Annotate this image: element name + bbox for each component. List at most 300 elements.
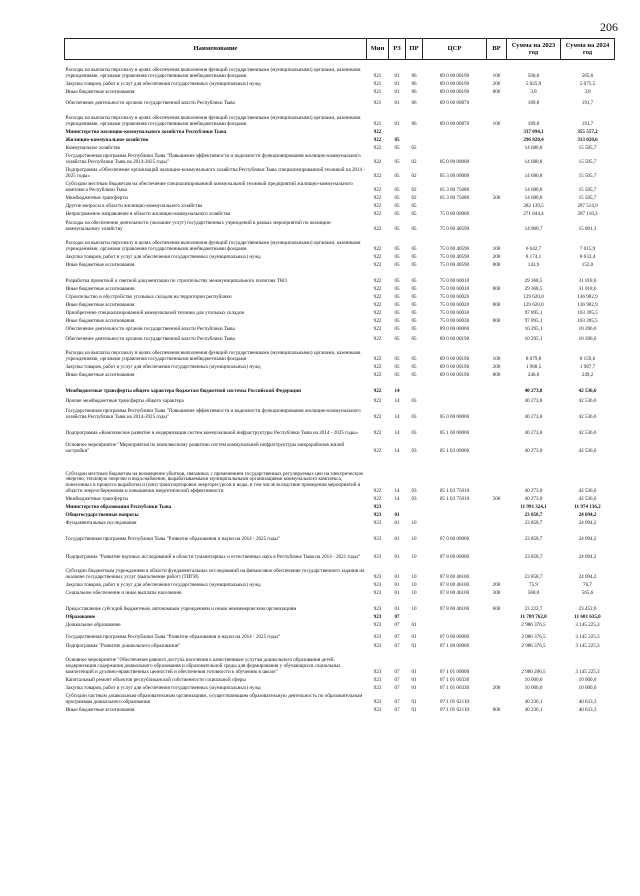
- row-pr: 01: [411, 642, 417, 649]
- row-sum-2023: 2 980 206,5: [521, 668, 546, 675]
- row-sum-2024: 191,7: [581, 99, 594, 106]
- row-sum-2023: 97 895,1: [524, 317, 543, 324]
- row-sum-2023: 11 709 762,0: [520, 613, 547, 620]
- row-sum-2024: 7 015,9: [579, 245, 596, 252]
- row-sum-2023: 40 273,8: [524, 487, 543, 494]
- row-vr: [487, 543, 507, 561]
- table-row: [65, 218, 615, 233]
- row-csr: [423, 503, 487, 511]
- row-csr: [423, 613, 487, 621]
- table-row: [65, 581, 615, 589]
- row-name: Капитальный ремонт объектов республиканской собственности социальной сферы: [65, 676, 246, 683]
- row-csr: 07 8 00 46100: [439, 581, 470, 588]
- table-row: [65, 210, 615, 218]
- row-min: 923: [373, 621, 382, 628]
- row-sum-2024: 287 118,3: [577, 210, 598, 217]
- row-min: 922: [373, 210, 382, 217]
- row-sum-2023: 14 960,7: [524, 225, 543, 232]
- row-sum-2024: 8 633,4: [579, 253, 596, 260]
- row-sum-2023: 2 986 376,5: [521, 621, 546, 628]
- row-vr: [487, 325, 507, 333]
- row-rz: 05: [394, 194, 400, 201]
- table-row: [65, 253, 615, 261]
- row-min: 922: [373, 355, 382, 362]
- row-pr: [406, 503, 423, 511]
- row-vr: [487, 421, 507, 437]
- row-rz: 05: [394, 371, 400, 378]
- row-pr: 01: [411, 684, 417, 691]
- row-sum-2023: 11 991 324,1: [520, 503, 547, 510]
- row-vr: [487, 503, 507, 511]
- table-row: [65, 343, 615, 363]
- row-name: Иные бюджетные ассигнования: [65, 301, 135, 308]
- row-rz: 05: [394, 317, 400, 324]
- row-csr: [423, 519, 487, 527]
- table-row: [65, 641, 615, 650]
- row-csr: 75 0 00 60020: [439, 293, 470, 300]
- row-csr: 05 3 00 00000: [439, 172, 470, 179]
- row-pr: 06: [411, 99, 417, 106]
- row-pr: 05: [411, 277, 417, 284]
- row-min: 923: [373, 511, 382, 518]
- row-min: 922: [373, 277, 382, 284]
- table-row: [65, 613, 615, 621]
- row-name: Подпрограмма "Развитие научных исследований в области гуманитарных и естественных наук в Республике Тыва на 2014 - 2021 годы": [65, 553, 360, 560]
- row-sum-2023: 23 222,7: [524, 605, 543, 612]
- row-min: 922: [373, 194, 382, 201]
- row-csr: 07 1 01 00330: [439, 676, 470, 683]
- row-csr: 75 0 00 60020: [439, 301, 470, 308]
- row-vr: [487, 650, 507, 676]
- row-pr: 03: [411, 429, 417, 436]
- row-rz: 07: [394, 706, 400, 713]
- row-name: Обеспечение деятельности органов государственной власти Республики Тыва: [65, 99, 235, 106]
- row-rz: 14: [394, 397, 400, 404]
- header-sum-2023: Сумма на 2023 год: [507, 39, 561, 60]
- row-rz: 01: [394, 88, 400, 95]
- table-row: [65, 202, 615, 210]
- row-sum-2024: 3 145 225,3: [575, 642, 600, 649]
- row-pr: 05: [411, 293, 417, 300]
- row-sum-2023: 2 986 376,5: [521, 642, 546, 649]
- row-min: 923: [373, 581, 382, 588]
- row-name: Иные бюджетные ассигнования: [65, 88, 135, 95]
- row-vr: 800: [492, 88, 501, 95]
- table-row: [65, 128, 615, 136]
- row-rz: 01: [394, 72, 400, 79]
- row-csr: [423, 511, 487, 519]
- row-vr: [487, 144, 507, 152]
- row-sum-2024: 42 536,6: [578, 429, 597, 436]
- row-rz: 05: [394, 186, 400, 193]
- row-rz: 05: [394, 172, 400, 179]
- row-csr: 89 0 00 00190: [439, 363, 470, 370]
- row-name: Субсидии бюджетным учреждениям в области фундаментальных исследований на финансовое обеспечение государственного задания на оказание государственных услуг (выполнение работ) (ТИГИ): [65, 568, 365, 580]
- row-name: Дошкольное образование: [65, 621, 121, 628]
- table-row: [65, 363, 615, 371]
- row-sum-2024: 297 514,9: [577, 202, 598, 209]
- row-name: Подпрограмма «Обеспечение организаций жилищно-коммунального хозяйства Республики Тыва специализированной техникой на 2014 - 2025 годы»: [65, 167, 366, 179]
- row-name: Прочие межбюджетные трансферты общего характера: [65, 397, 184, 404]
- row-csr: 07 8 00 00000: [439, 553, 470, 560]
- row-name: Межбюджетные трансферты общего характера бюджетам бюджетной системы Российской Федерации: [65, 387, 302, 394]
- row-sum-2023: 23 858,7: [524, 553, 543, 560]
- row-pr: [406, 128, 423, 136]
- row-name: Министерство образования Республики Тыва: [65, 503, 172, 510]
- row-vr: 200: [492, 581, 501, 588]
- row-csr: 89 0 00 00190: [439, 80, 470, 87]
- row-min: 921: [373, 88, 382, 95]
- row-sum-2023: 271 844,4: [523, 210, 544, 217]
- row-pr: 05: [411, 202, 417, 209]
- row-vr: 200: [492, 80, 501, 87]
- row-name: Закупка товаров, работ и услуг для обеспечения государственных (муниципальных) нужд: [65, 253, 261, 260]
- row-sum-2024: 24 094,2: [578, 519, 597, 526]
- row-name: Государственная программа Республики Тыва "Повышение эффективности и надежности функционирования жилищно-коммунального хозяйства Республики Тыва на 2014-2025 годы": [65, 408, 361, 420]
- table-row: [65, 503, 615, 511]
- row-min: 923: [373, 684, 382, 691]
- row-pr: 05: [411, 309, 417, 316]
- row-rz: 05: [394, 277, 400, 284]
- row-sum-2024: 15 505,7: [578, 158, 597, 165]
- row-min: 923: [373, 642, 382, 649]
- row-vr: 300: [492, 589, 501, 596]
- row-sum-2023: 2 986 376,5: [521, 633, 546, 640]
- row-sum-2023: 337 094,1: [523, 128, 544, 135]
- row-csr: 07 0 00 00000: [439, 535, 470, 542]
- row-pr: 01: [411, 676, 417, 683]
- table-row: [65, 261, 615, 269]
- row-name: Закупка товаров, работ и услуг для обеспечения государственных (муниципальных) нужд: [65, 684, 261, 691]
- row-rz: 05: [394, 335, 400, 342]
- row-min: 922: [373, 397, 382, 404]
- row-sum-2024: 11 974 136,2: [574, 503, 601, 510]
- row-vr: 100: [492, 245, 501, 252]
- row-sum-2024: 313 020,6: [577, 136, 598, 143]
- row-sum-2023: 14 680,8: [524, 194, 543, 201]
- row-name: Основное мероприятие "Обеспечение равного доступа населения к качественным услугам дошкольного образования детей: модернизация содержания дошкольного образования и образовательной среды для формирования у обучающихся социальных компетенций и духовно-нравственных ценностей и обеспечения готовности к обучению в школе": [65, 657, 341, 675]
- table-row: [65, 194, 615, 202]
- row-csr: 07 1 01 00330: [439, 684, 470, 691]
- row-csr: 05 3 00 75080: [439, 186, 470, 193]
- row-name: Иные бюджетные ассигнования: [65, 285, 135, 292]
- row-vr: [487, 527, 507, 543]
- row-vr: 200: [492, 363, 501, 370]
- row-csr: 89 0 00 00190: [439, 355, 470, 362]
- row-name: Строительство и обустройство угольных складов на территории республики: [65, 293, 232, 300]
- row-name: Министерство жилищно-коммунального хозяйства Республики Тыва: [65, 128, 227, 135]
- row-min: 922: [373, 387, 382, 394]
- table-row: [65, 152, 615, 166]
- row-rz: 07: [394, 698, 400, 705]
- row-name: Фундаментальные исследования: [65, 519, 137, 526]
- row-sum-2023: 40 273,8: [524, 413, 543, 420]
- row-min: 922: [373, 429, 382, 436]
- row-name: Субсидии частным дошкольным образовательным организациям, осуществляющим образовательную деятельность по образовательным программам дошкольного образования: [65, 693, 363, 705]
- table-row: [65, 692, 615, 706]
- table-row: [65, 684, 615, 692]
- row-min: 922: [373, 253, 382, 260]
- row-min: 922: [373, 371, 382, 378]
- row-pr: 06: [411, 80, 417, 87]
- row-vr: [487, 136, 507, 144]
- row-sum-2024: 10 000,0: [578, 676, 597, 683]
- row-min: 922: [373, 293, 382, 300]
- row-vr: [487, 293, 507, 301]
- row-vr: [487, 613, 507, 621]
- table-row: [65, 107, 615, 128]
- row-pr: 10: [411, 535, 417, 542]
- row-pr: 01: [411, 668, 417, 675]
- row-min: 922: [373, 158, 382, 165]
- row-min: 923: [373, 589, 382, 596]
- row-rz: 05: [394, 363, 400, 370]
- row-name: Закупка товаров, работ и услуг для обеспечения государственных (муниципальных) нужд: [65, 581, 261, 588]
- row-rz: 05: [394, 158, 400, 165]
- row-sum-2024: 355 557,2: [577, 128, 598, 135]
- table-row: [65, 543, 615, 561]
- row-vr: [487, 405, 507, 421]
- row-rz: 01: [394, 581, 400, 588]
- row-vr: [487, 511, 507, 519]
- row-sum-2024: 103 395,5: [577, 317, 598, 324]
- row-rz: 01: [394, 589, 400, 596]
- row-rz: 14: [394, 387, 400, 394]
- row-name: Образование: [65, 613, 96, 620]
- row-name: Другие вопросы в области жилищно-коммунального хозяйства: [65, 202, 203, 209]
- row-sum-2023: 143,9: [527, 261, 540, 268]
- row-name: Закупка товаров, работ и услуг для обеспечения государственных (муниципальных) нужд: [65, 363, 261, 370]
- row-min: 923: [373, 633, 382, 640]
- row-rz: 07: [394, 633, 400, 640]
- row-pr: 05: [411, 325, 417, 332]
- row-sum-2023: 40 273,8: [524, 495, 543, 502]
- row-name: Непрограммное направление в области жилищно-коммунального хозяйства: [65, 210, 231, 217]
- row-min: 922: [373, 447, 382, 454]
- row-vr: 500: [492, 495, 501, 502]
- row-pr: [406, 379, 423, 395]
- row-pr: 10: [411, 589, 417, 596]
- table-row: [65, 285, 615, 293]
- row-sum-2023: 10 000,0: [524, 684, 543, 691]
- row-sum-2023: 23 858,7: [524, 573, 543, 580]
- row-vr: 100: [492, 355, 501, 362]
- row-rz: 05: [394, 210, 400, 217]
- row-sum-2023: 296 820,4: [523, 136, 544, 143]
- table-row: [65, 379, 615, 395]
- row-rz: 01: [394, 99, 400, 106]
- row-name: Государственная программа Республики Тыва "Повышение эффективности и надежности функционирования жилищно-коммунального хозяйства Республики Тыва на 2014-2025 годы": [65, 153, 361, 165]
- row-rz: 05: [394, 309, 400, 316]
- row-sum-2024: 103 395,5: [577, 309, 598, 316]
- row-min: 921: [373, 72, 382, 79]
- row-csr: 07 8 00 46100: [439, 589, 470, 596]
- row-min: 922: [373, 144, 382, 151]
- row-min: 923: [373, 668, 382, 675]
- row-min: 922: [373, 487, 382, 494]
- row-pr: 01: [411, 633, 417, 640]
- row-rz: 05: [394, 285, 400, 292]
- row-vr: [487, 218, 507, 233]
- row-csr: 07 0 00 00000: [439, 633, 470, 640]
- row-min: 923: [373, 503, 382, 510]
- row-rz: 05: [394, 136, 400, 143]
- table-row: [65, 80, 615, 88]
- row-min: 922: [373, 309, 382, 316]
- row-min: 922: [373, 317, 382, 324]
- row-name: Субсидии местным бюджетам на возмещение убытков, связанных с применением государственных регулируемых цен на электрическую энергию, тепловую энергию и водоснабжение, вырабатываемыми муниципальными организациями коммунального комплекса, понесенных в процессе выработки и (или) транспортировки энергоресурсов и воды, в том числе вследствие проведения мероприятий в области энергосбережения и повышения энергетической эффективности: [65, 470, 364, 494]
- row-vr: [487, 128, 507, 136]
- row-rz: 07: [394, 621, 400, 628]
- row-name: Разработка проектной и сметной документации по строительству межмуниципального полигона ТКО: [65, 277, 287, 284]
- row-csr: 05 0 00 00000: [439, 158, 470, 165]
- table-row: [65, 706, 615, 714]
- table-row: [65, 527, 615, 543]
- row-vr: [487, 641, 507, 650]
- row-name: Иные бюджетные ассигнования: [65, 317, 135, 324]
- row-sum-2023: 10 295,1: [524, 325, 543, 332]
- row-csr: 75 0 00 40590: [439, 225, 470, 232]
- row-name: Подпрограмма "Развитие дошкольного образования": [65, 642, 181, 649]
- row-pr: [406, 136, 423, 144]
- row-sum-2024: 42 536,6: [578, 387, 597, 394]
- row-vr: [487, 519, 507, 527]
- row-sum-2024: 3 145 225,3: [575, 633, 600, 640]
- row-rz: 05: [394, 253, 400, 260]
- row-sum-2024: 191,7: [581, 120, 594, 127]
- row-sum-2024: 31 018,6: [578, 277, 597, 284]
- table-row: [65, 650, 615, 676]
- row-min: 922: [373, 335, 382, 342]
- row-rz: 07: [394, 684, 400, 691]
- row-sum-2024: 1 987,7: [579, 363, 596, 370]
- row-sum-2024: 42 536,6: [578, 397, 597, 404]
- row-vr: [487, 395, 507, 405]
- table-header-row: [65, 39, 615, 60]
- row-min: 923: [373, 535, 382, 542]
- table-row: [65, 293, 615, 301]
- row-vr: 800: [492, 371, 501, 378]
- row-sum-2023: 8 079,8: [525, 355, 542, 362]
- row-csr: 07 1 01 62110: [439, 706, 470, 713]
- row-csr: 07 1 01 62110: [439, 698, 470, 705]
- row-min: 922: [373, 202, 382, 209]
- row-sum-2024: 5 075,5: [579, 80, 596, 87]
- row-pr: 02: [411, 172, 417, 179]
- row-pr: 02: [411, 194, 417, 201]
- table-row: [65, 405, 615, 421]
- row-sum-2023: 8 174,1: [525, 253, 542, 260]
- row-rz: 05: [394, 202, 400, 209]
- row-sum-2024: 136 902,9: [577, 293, 598, 300]
- row-min: 923: [373, 613, 382, 620]
- header-rz: РЗ: [389, 39, 406, 60]
- row-csr: 75 0 00 60030: [439, 317, 470, 324]
- row-sum-2023: 40 236,1: [524, 706, 543, 713]
- row-min: 921: [373, 120, 382, 127]
- row-sum-2023: 75,9: [529, 581, 538, 588]
- row-name: Расходы на обеспечение деятельности (оказание услуг) государственных учреждений в рамках мероприятий по жилищно-коммунальному хозяйству: [65, 220, 333, 232]
- row-pr: 05: [411, 355, 417, 362]
- row-rz: 14: [394, 429, 400, 436]
- row-csr: 89 0 00 00870: [439, 99, 470, 106]
- table-row: [65, 325, 615, 333]
- row-sum-2024: 565,6: [581, 72, 594, 79]
- row-name: Обеспечение деятельности органов государственной власти Республики Тыва: [65, 335, 235, 342]
- page-number: 206: [600, 20, 618, 34]
- row-pr: 01: [411, 621, 417, 628]
- table-row: [65, 561, 615, 581]
- row-min: 923: [373, 698, 382, 705]
- header-min: Мин: [367, 39, 389, 60]
- row-sum-2023: 14 680,8: [524, 186, 543, 193]
- row-csr: [423, 144, 487, 152]
- row-csr: 05 3 00 75080: [439, 194, 470, 201]
- row-sum-2023: 97 895,1: [524, 309, 543, 316]
- row-rz: 05: [394, 301, 400, 308]
- row-csr: 89 0 00 00190: [439, 371, 470, 378]
- row-sum-2023: 29 368,5: [524, 285, 543, 292]
- row-vr: 800: [492, 261, 501, 268]
- row-rz: [389, 128, 406, 136]
- row-csr: 89 0 00 00190: [439, 72, 470, 79]
- row-pr: [406, 613, 423, 621]
- row-name: Расходы на выплаты персоналу в целях обеспечения выполнения функций государственными (муниципальными) органами, казенными учреждениями, органами управления государственными внебюджетными фондами: [65, 240, 361, 252]
- table-row: [65, 676, 615, 684]
- table-row: [65, 455, 615, 495]
- row-sum-2024: 42 536,6: [578, 495, 597, 502]
- row-csr: [423, 395, 487, 405]
- row-sum-2024: 15 505,7: [578, 172, 597, 179]
- row-csr: 07 8 00 46100: [439, 573, 470, 580]
- row-csr: 05 1 00 00000: [439, 429, 470, 436]
- row-rz: 07: [394, 642, 400, 649]
- row-name: Расходы на выплаты персоналу в целях обеспечения выполнения функций государственными (муниципальными) органами, казенными учреждениями, органами управления государственными внебюджетными фондами: [65, 350, 361, 362]
- row-sum-2023: 6 642,7: [525, 245, 542, 252]
- row-pr: 05: [411, 225, 417, 232]
- row-pr: 05: [411, 210, 417, 217]
- row-sum-2023: 23 858,7: [524, 519, 543, 526]
- row-min: 922: [373, 301, 382, 308]
- table-row: [65, 589, 615, 597]
- row-vr: [487, 676, 507, 684]
- row-rz: 05: [394, 144, 400, 151]
- row-sum-2023: 246,8: [527, 371, 540, 378]
- row-vr: 100: [492, 72, 501, 79]
- row-csr: 75 0 00 40590: [439, 261, 470, 268]
- row-min: 922: [373, 261, 382, 268]
- row-rz: 14: [394, 413, 400, 420]
- row-name: Государственная программа Республики Тыва "Развитие образования и науки на 2014 - 2025 годы": [65, 633, 280, 640]
- row-sum-2023: 40 273,8: [524, 447, 543, 454]
- row-sum-2024: 23 452,0: [578, 605, 597, 612]
- row-sum-2024: 3 145 225,3: [575, 668, 600, 675]
- row-vr: 200: [492, 253, 501, 260]
- row-pr: 05: [411, 253, 417, 260]
- row-sum-2023: 23 858,7: [524, 535, 543, 542]
- row-csr: 05 1 03 00000: [439, 447, 470, 454]
- row-sum-2023: 189,8: [527, 120, 540, 127]
- row-min: 921: [373, 80, 382, 87]
- row-name: Обеспечение деятельности органов государственной власти Республики Тыва: [65, 325, 235, 332]
- row-vr: [487, 379, 507, 395]
- row-pr: 10: [411, 553, 417, 560]
- row-csr: 89 0 00 00190: [439, 88, 470, 95]
- header-sum-2024: Сумма на 2024 год: [561, 39, 615, 60]
- row-sum-2023: 40 273,8: [524, 429, 543, 436]
- row-name: Приобретение специализированной коммунальной техники для угольных складов: [65, 309, 244, 316]
- row-sum-2024: 136 902,9: [577, 301, 598, 308]
